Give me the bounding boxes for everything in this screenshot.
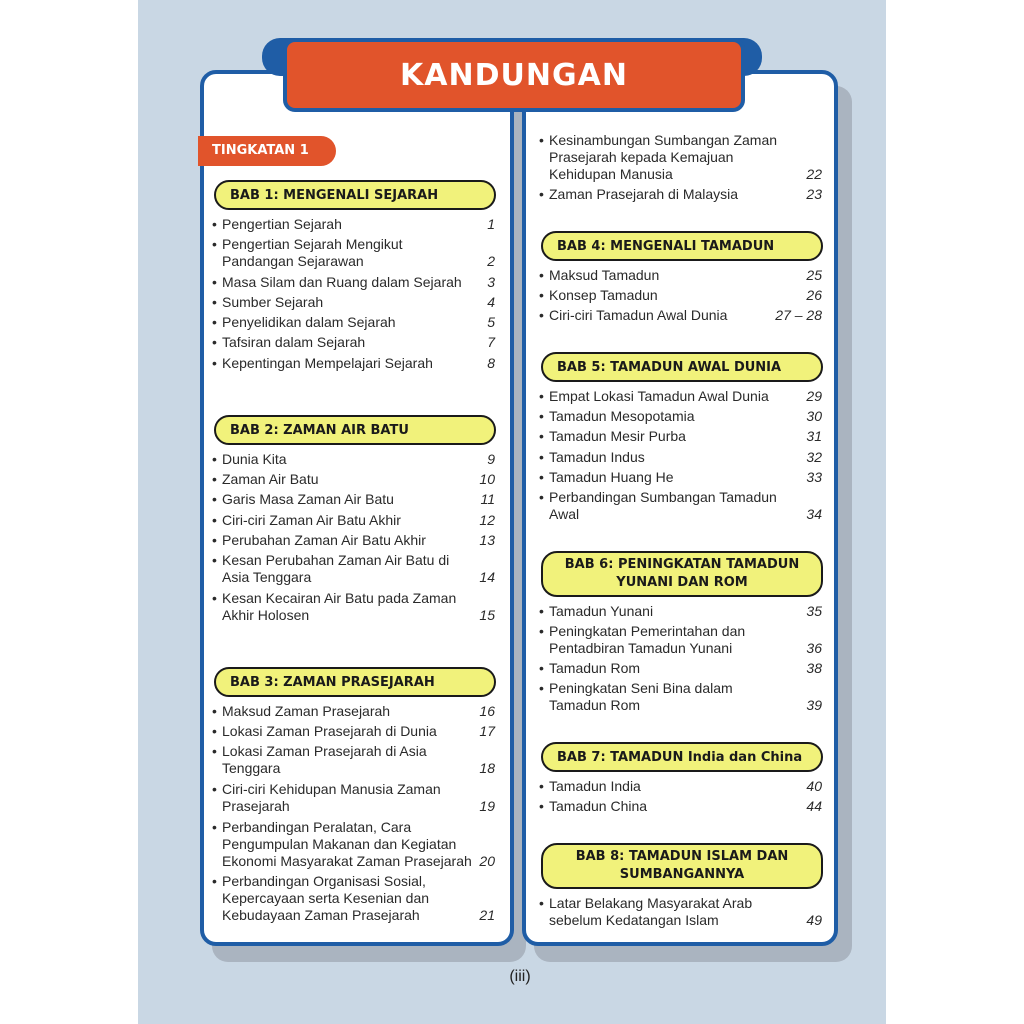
- toc-entry-title: Garis Masa Zaman Air Batu: [222, 491, 394, 507]
- chapter-header-bab4[interactable]: BAB 4: MENGENALI TAMADUN: [541, 231, 823, 261]
- toc-entry[interactable]: [539, 186, 822, 203]
- bullet-icon: •: [212, 873, 217, 889]
- bullet-icon: •: [212, 743, 217, 759]
- toc-entry-page: 2: [487, 253, 495, 269]
- toc-entry-page: 8: [487, 355, 495, 371]
- chapter-header-bab1[interactable]: BAB 1: MENGENALI SEJARAH: [214, 180, 496, 210]
- toc-entry[interactable]: [212, 274, 495, 291]
- bullet-icon: •: [539, 660, 544, 676]
- bullet-icon: •: [539, 778, 544, 794]
- bullet-icon: •: [212, 781, 217, 797]
- toc-entry[interactable]: [212, 294, 495, 311]
- toc-entry-page: 22: [806, 166, 822, 182]
- toc-entry[interactable]: [212, 819, 495, 870]
- bullet-icon: •: [212, 451, 217, 467]
- toc-entry-title: Kesinambungan Sumbangan Zaman: [549, 132, 778, 148]
- bullet-icon: •: [539, 469, 544, 485]
- toc-entry-page: 29: [806, 388, 822, 404]
- bullet-icon: •: [212, 294, 217, 310]
- toc-entry-title: Maksud Tamadun: [549, 267, 660, 283]
- toc-entry[interactable]: [212, 532, 495, 549]
- toc-entry-title: Pengertian Sejarah: [222, 216, 342, 232]
- toc-entry-page: 35: [806, 603, 822, 619]
- toc-entry[interactable]: [539, 895, 822, 929]
- toc-entry-page: 25: [806, 267, 822, 283]
- toc-entry[interactable]: [539, 449, 822, 466]
- toc-entry-title: Ciri-ciri Tamadun Awal Dunia: [549, 307, 728, 323]
- toc-entry[interactable]: [212, 236, 495, 270]
- toc-entry-title: Kepentingan Mempelajari Sejarah: [222, 355, 433, 371]
- toc-entry-title: Tamadun Mesopotamia: [549, 408, 695, 424]
- toc-entry-page: 23: [806, 186, 822, 202]
- toc-entry-title: Prasejarah: [222, 798, 290, 814]
- toc-entry[interactable]: [212, 314, 495, 331]
- toc-entry-title: Ekonomi Masyarakat Zaman Prasejarah: [222, 853, 472, 869]
- toc-entry-page: 17: [479, 723, 495, 739]
- toc-entry-page: 1: [487, 216, 495, 232]
- toc-entry-page: 38: [806, 660, 822, 676]
- bullet-icon: •: [539, 428, 544, 444]
- toc-entry[interactable]: [212, 512, 495, 529]
- bullet-icon: •: [539, 408, 544, 424]
- chapter-header-bab5[interactable]: BAB 5: TAMADUN AWAL DUNIA: [541, 352, 823, 382]
- toc-entry[interactable]: [212, 334, 495, 351]
- toc-entry[interactable]: [539, 623, 822, 657]
- toc-entry[interactable]: [539, 428, 822, 445]
- toc-entry-title: Kebudayaan Zaman Prasejarah: [222, 907, 420, 923]
- bullet-icon: •: [539, 388, 544, 404]
- toc-entry-page: 18: [479, 760, 495, 776]
- toc-entry-page: 44: [806, 798, 822, 814]
- toc-entry-page: 10: [479, 471, 495, 487]
- bullet-icon: •: [539, 895, 544, 911]
- toc-entry-title: sebelum Kedatangan Islam: [549, 912, 719, 928]
- toc-entry-page: 40: [806, 778, 822, 794]
- toc-entry-title: Maksud Zaman Prasejarah: [222, 703, 391, 719]
- bullet-icon: •: [539, 287, 544, 303]
- toc-entry-page: 39: [806, 697, 822, 713]
- toc-entry-title: Akhir Holosen: [222, 607, 310, 623]
- toc-entry-title: Peningkatan Seni Bina dalam: [549, 680, 733, 696]
- toc-entry[interactable]: [212, 451, 495, 468]
- toc-entry-title: Kepercayaan serta Kesenian dan: [222, 890, 430, 906]
- bullet-icon: •: [212, 355, 217, 371]
- chapter-header-bab6[interactable]: [541, 551, 823, 597]
- toc-entry-page: 20: [479, 853, 495, 869]
- toc-entry[interactable]: [212, 873, 495, 924]
- toc-entry-title: Perbandingan Sumbangan Tamadun: [549, 489, 777, 505]
- toc-entry-title: Tamadun Rom: [549, 660, 641, 676]
- toc-entry-title: Latar Belakang Masyarakat Arab: [549, 895, 753, 911]
- toc-entry-title: Tamadun Huang He: [549, 469, 674, 485]
- bullet-icon: •: [539, 798, 544, 814]
- toc-entry[interactable]: [212, 216, 495, 233]
- toc-entry-page: 36: [806, 640, 822, 656]
- bullet-icon: •: [212, 314, 217, 330]
- toc-entry-title: Pengertian Sejarah Mengikut: [222, 236, 403, 252]
- toc-entry[interactable]: [539, 307, 822, 324]
- toc-entry-title: Perubahan Zaman Air Batu Akhir: [222, 532, 426, 548]
- toc-entry[interactable]: [539, 267, 822, 284]
- bullet-icon: •: [212, 216, 217, 232]
- toc-entry-page: 32: [806, 449, 822, 465]
- chapter-header-bab8[interactable]: [541, 843, 823, 889]
- toc-entry[interactable]: [539, 132, 822, 183]
- bullet-icon: •: [539, 132, 544, 148]
- toc-entry-title: Tenggara: [222, 760, 281, 776]
- toc-entry-page: 30: [806, 408, 822, 424]
- chapter-header-bab2[interactable]: BAB 2: ZAMAN AIR BATU: [214, 415, 496, 445]
- toc-entry-title: Pentadbiran Tamadun Yunani: [549, 640, 733, 656]
- toc-entry-title: Empat Lokasi Tamadun Awal Dunia: [549, 388, 769, 404]
- toc-entry-page: 5: [487, 314, 495, 330]
- toc-entry[interactable]: [212, 703, 495, 720]
- toc-entry-title: Tamadun India: [549, 778, 641, 794]
- toc-entry-title: Pandangan Sejarawan: [222, 253, 364, 269]
- bullet-icon: •: [212, 819, 217, 835]
- toc-entry-page: 21: [479, 907, 495, 923]
- toc-entry-page: 15: [479, 607, 495, 623]
- toc-entry[interactable]: [212, 590, 495, 624]
- toc-entry-page: 14: [479, 569, 495, 585]
- bullet-icon: •: [539, 623, 544, 639]
- toc-entry-title: Peningkatan Pemerintahan dan: [549, 623, 746, 639]
- toc-entry-title: Kesan Perubahan Zaman Air Batu di: [222, 552, 450, 568]
- toc-entry-page: 7: [487, 334, 495, 350]
- toc-entry-title: Konsep Tamadun: [549, 287, 658, 303]
- toc-entry-page: 11: [480, 491, 495, 507]
- bullet-icon: •: [212, 532, 217, 548]
- bullet-icon: •: [539, 603, 544, 619]
- toc-entry-title: Kesan Kecairan Air Batu pada Zaman: [222, 590, 457, 606]
- bullet-icon: •: [539, 267, 544, 283]
- toc-entry[interactable]: [539, 388, 822, 405]
- chapter-header-bab3[interactable]: BAB 3: ZAMAN PRASEJARAH: [214, 667, 496, 697]
- page-number: (iii): [509, 968, 531, 985]
- tingkatan-badge: TINGKATAN 1: [198, 136, 336, 166]
- toc-entry-title: Kehidupan Manusia: [549, 166, 673, 182]
- toc-entry-page: 3: [487, 274, 495, 290]
- bullet-icon: •: [212, 334, 217, 350]
- toc-entry[interactable]: [539, 660, 822, 677]
- toc-entry[interactable]: [539, 287, 822, 304]
- toc-entry[interactable]: [212, 355, 495, 372]
- bullet-icon: •: [212, 491, 217, 507]
- toc-entry-page: 4: [487, 294, 495, 310]
- bullet-icon: •: [539, 186, 544, 202]
- toc-entry[interactable]: [212, 781, 495, 815]
- toc-entry-title: Dunia Kita: [222, 451, 287, 467]
- toc-entry-title: Pengumpulan Makanan dan Kegiatan: [222, 836, 457, 852]
- toc-entry[interactable]: [212, 743, 495, 777]
- chapter-header-bab7[interactable]: BAB 7: TAMADUN India dan China: [541, 742, 823, 772]
- chapter-header-bab6-line2: YUNANI DAN ROM: [616, 575, 748, 590]
- toc-entry-page: 26: [806, 287, 822, 303]
- toc-entry[interactable]: [539, 778, 822, 795]
- toc-entry-page: 33: [806, 469, 822, 485]
- chapter-header-bab8-line2: SUMBANGANNYA: [619, 867, 745, 882]
- toc-entry-page: 12: [479, 512, 495, 528]
- toc-entry[interactable]: [212, 471, 495, 488]
- bullet-icon: •: [539, 449, 544, 465]
- toc-entry-title: Tamadun Indus: [549, 449, 645, 465]
- toc-entry-title: Penyelidikan dalam Sejarah: [222, 314, 396, 330]
- toc-entry-page: 31: [806, 428, 822, 444]
- toc-entry[interactable]: [212, 552, 495, 586]
- toc-entry[interactable]: [212, 723, 495, 740]
- chapter-header-bab6-line1: BAB 6: PENINGKATAN TAMADUN: [564, 557, 800, 572]
- toc-entry-page: 49: [806, 912, 822, 928]
- toc-entry-title: Masa Silam dan Ruang dalam Sejarah: [222, 274, 462, 290]
- toc-entry-title: Ciri-ciri Zaman Air Batu Akhir: [222, 512, 401, 528]
- bullet-icon: •: [212, 274, 217, 290]
- bullet-icon: •: [212, 512, 217, 528]
- toc-entry-title: Tafsiran dalam Sejarah: [222, 334, 366, 350]
- bullet-icon: •: [212, 236, 217, 252]
- bullet-icon: •: [212, 703, 217, 719]
- toc-entry-title: Lokasi Zaman Prasejarah di Asia: [222, 743, 427, 759]
- toc-entry[interactable]: [539, 680, 822, 714]
- toc-entry-title: Perbandingan Organisasi Sosial,: [222, 873, 426, 889]
- toc-entry-title: Ciri-ciri Kehidupan Manusia Zaman: [222, 781, 441, 797]
- toc-entry-page: 13: [479, 532, 495, 548]
- bullet-icon: •: [539, 307, 544, 323]
- bullet-icon: •: [212, 471, 217, 487]
- toc-entry[interactable]: [539, 603, 822, 620]
- toc-entry-title: Lokasi Zaman Prasejarah di Dunia: [222, 723, 437, 739]
- toc-entry-page: 34: [806, 506, 822, 522]
- toc-entry-title: Perbandingan Peralatan, Cara: [222, 819, 412, 835]
- toc-entry-page: 27 – 28: [775, 307, 822, 323]
- toc-entry-title: Awal: [549, 506, 580, 522]
- toc-entry-title: Zaman Air Batu: [222, 471, 319, 487]
- toc-entry-title: Tamadun Yunani: [549, 603, 654, 619]
- toc-entry[interactable]: [212, 491, 495, 508]
- toc-entry-title: Tamadun Rom: [549, 697, 641, 713]
- toc-entry-title: Zaman Prasejarah di Malaysia: [549, 186, 739, 202]
- bullet-icon: •: [212, 723, 217, 739]
- toc-entry-page: 16: [479, 703, 495, 719]
- toc-entry[interactable]: [539, 408, 822, 425]
- page-title: KANDUNGAN: [400, 58, 628, 93]
- toc-entry[interactable]: [539, 469, 822, 486]
- toc-entry[interactable]: [539, 489, 822, 523]
- bullet-icon: •: [212, 552, 217, 568]
- chapter-header-bab8-line1: BAB 8: TAMADUN ISLAM DAN: [575, 849, 789, 864]
- toc-entry-title: Prasejarah kepada Kemajuan: [549, 149, 734, 165]
- toc-entry-title: Asia Tenggara: [222, 569, 312, 585]
- toc-entry-title: Tamadun Mesir Purba: [549, 428, 686, 444]
- toc-entry-title: Tamadun China: [549, 798, 648, 814]
- bullet-icon: •: [539, 680, 544, 696]
- bullet-icon: •: [539, 489, 544, 505]
- bullet-icon: •: [212, 590, 217, 606]
- toc-entry[interactable]: [539, 798, 822, 815]
- toc-entry-title: Sumber Sejarah: [222, 294, 324, 310]
- toc-entry-page: 9: [487, 451, 495, 467]
- toc-entry-page: 19: [479, 798, 495, 814]
